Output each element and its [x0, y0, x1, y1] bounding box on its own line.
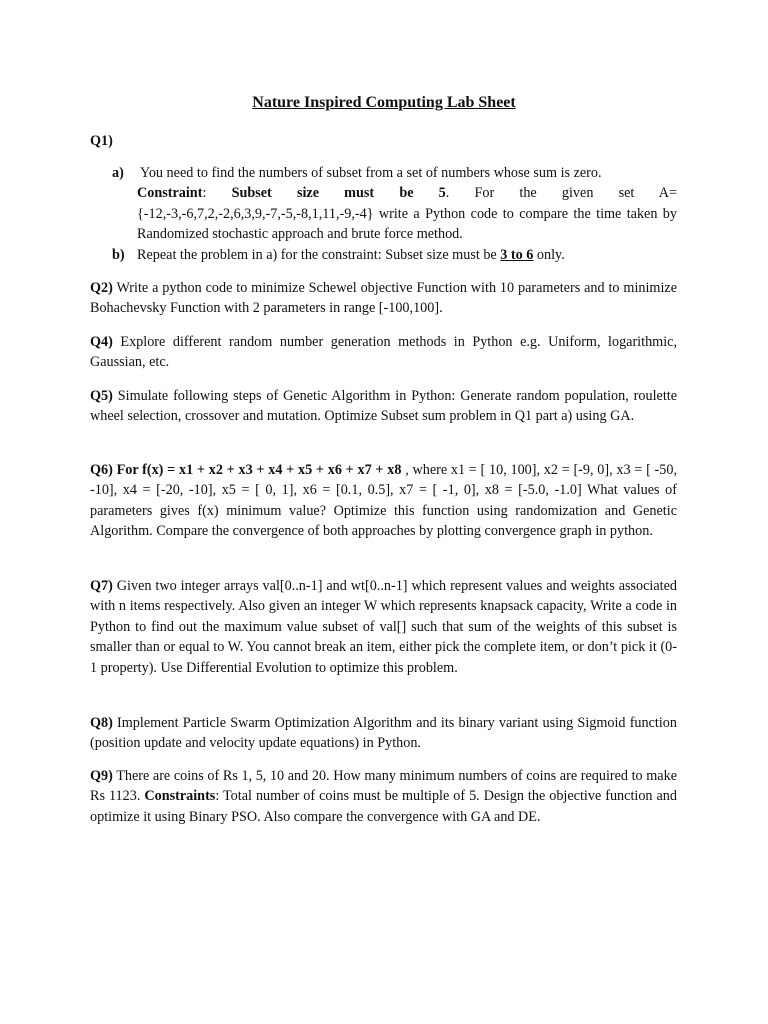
q1-a-constraint-value: Subset size must be 5	[231, 185, 446, 202]
q5-label: Q5)	[90, 388, 113, 404]
q9-pre: There are coins of Rs 1, 5, 10 and 20. How many minimum numbers of coins are required to make Rs 1123.	[90, 768, 677, 805]
q4-label: Q4)	[90, 334, 113, 350]
q1-b-emph: 3 to 6	[500, 247, 534, 263]
q1-heading	[90, 131, 677, 151]
q1-part-a	[112, 163, 677, 245]
q1-a-line1: You need to find the numbers of subset from a set of numbers whose sum is zero.	[140, 165, 602, 181]
q6-paragraph	[90, 460, 677, 542]
q9-post: : Total number of coins must be multiple of 5. Design the objective function and optimize it using Binary PSO. Also compare the convergence with GA and DE.	[90, 788, 677, 825]
q8-label: Q8)	[90, 715, 113, 731]
q7-text: Given two integer arrays val[0..n-1] and wt[0..n-1] which represent values and weights associated with n items respectively. Also given an integer W which represents knapsack capacity, Write a code in Python to find out the maximum value subset of val[] such that sum of the weights of this subset is smaller than or equal to W. You cannot break an item, either pick the complete item, or don’t pick it (0-1 property). Use Differential Evolution to optimize this problem.	[90, 578, 677, 676]
q9-label: Q9)	[90, 768, 113, 784]
q8-text: Implement Particle Swarm Optimization Algorithm and its binary variant using Sigmoid function (position update and velocity update equations) in Python.	[90, 715, 677, 752]
q4-paragraph	[90, 332, 677, 373]
q7-label: Q7)	[90, 578, 113, 594]
q1-a-rest: . For the given set A={-12,-3,-6,7,2,-2,6,3,9,-7,-5,-8,1,11,-9,-4} write a Python code to compare the time taken by Randomized stochastic approach and brute force method.	[137, 185, 677, 243]
page-title: Nature Inspired Computing Lab Sheet	[252, 94, 516, 111]
q6-text: , where x1 = [ 10, 100], x2 = [-9, 0], x3 = [ -50, -10], x4 = [-20, -10], x5 = [ 0, 1], x6 = [0.1, 0.5], x7 = [ -1, 0], x8 = [-5.0, -1.0] What values of parameters gives f(x) minimum value? Optimize this function using randomization and Genetic Algorithm. Compare the convergence of both approaches by plotting convergence graph in python.	[90, 462, 677, 540]
q1-a-label: a)	[112, 165, 124, 181]
q2-label: Q2)	[90, 280, 113, 296]
q1-a-constraint-label: Constraint	[137, 185, 203, 202]
q6-label: Q6)	[90, 462, 113, 478]
q9-constraints-label: Constraints	[144, 788, 216, 805]
q7-paragraph	[90, 576, 677, 678]
q4-text: Explore different random number generation methods in Python e.g. Uniform, logarithmic, Gaussian, etc.	[90, 334, 677, 371]
q1-part-b	[112, 245, 677, 265]
q2-paragraph	[90, 278, 677, 319]
q1-b-pre: Repeat the problem in a) for the constraint: Subset size must be	[137, 247, 501, 263]
q8-paragraph	[90, 713, 677, 754]
q1-a-colon: :	[202, 185, 232, 202]
q5-text: Simulate following steps of Genetic Algorithm in Python: Generate random population, roulette wheel selection, crossover and mutation. Optimize Subset sum problem in Q1 part a) using GA.	[90, 388, 677, 425]
q9-paragraph	[90, 766, 677, 827]
q2-text: Write a python code to minimize Schewel objective Function with 10 parameters and to minimize Bohachevsky Function with 2 parameters in range [-100,100].	[90, 280, 677, 317]
q1-label: Q1)	[90, 133, 113, 149]
q5-paragraph	[90, 386, 677, 427]
q1-b-post: only.	[533, 247, 565, 263]
q6-formula: For f(x) = x1 + x2 + x3 + x4 + x5 + x6 + x7 + x8	[112, 462, 402, 478]
q1-b-label: b)	[112, 247, 125, 263]
